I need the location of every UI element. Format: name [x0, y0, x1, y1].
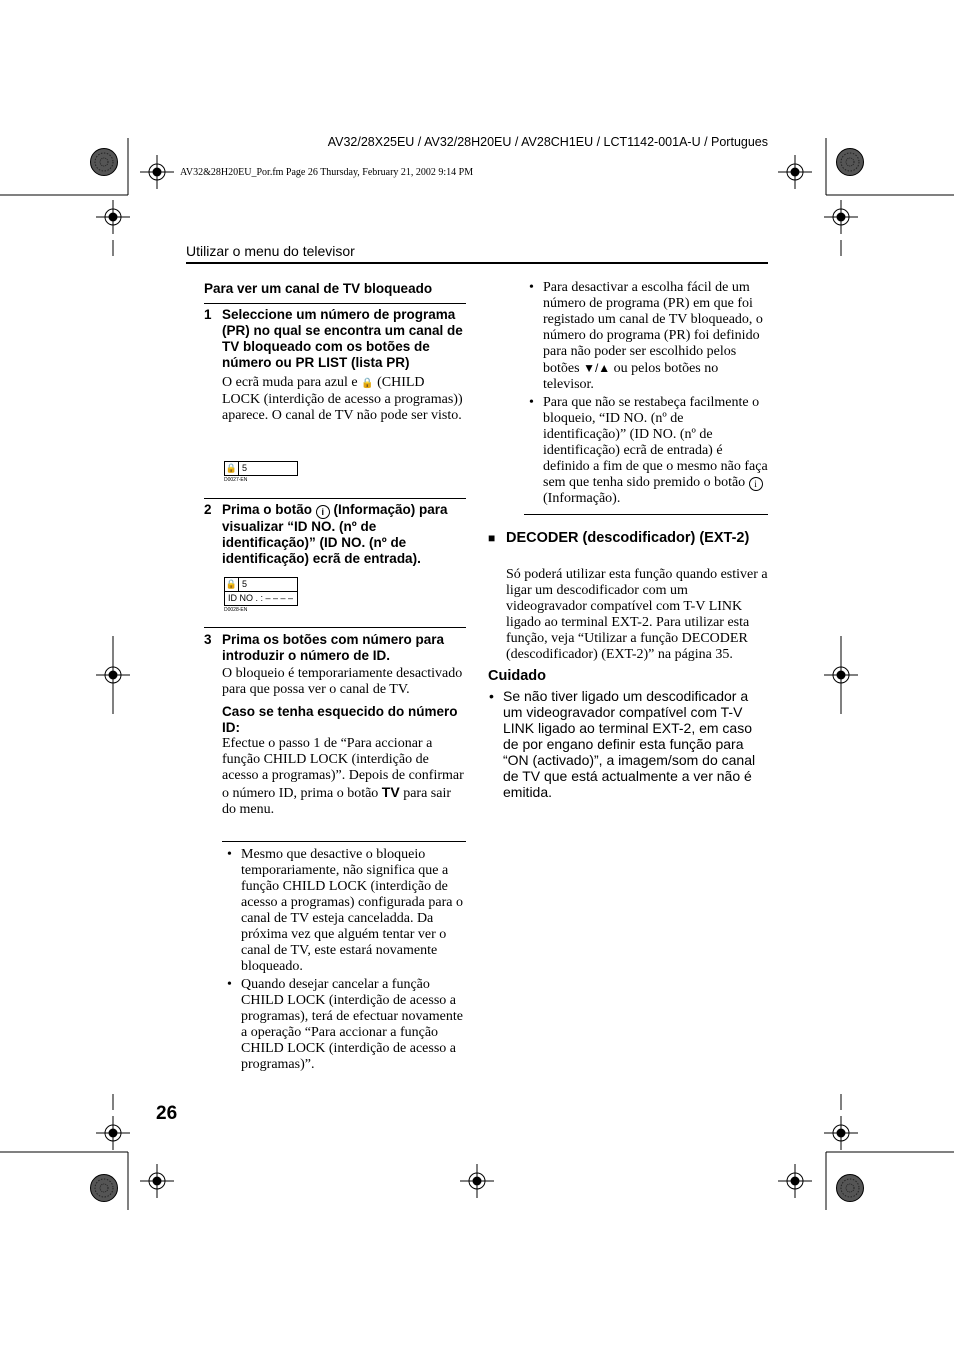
- step-2: [204, 502, 466, 567]
- divider: [222, 841, 466, 842]
- lock-icon: 🔒: [361, 378, 374, 389]
- left-heading: Para ver um canal de TV bloqueado: [204, 281, 433, 296]
- osd-code: D0027-EN: [224, 477, 248, 483]
- header-rule: [186, 262, 768, 264]
- step-number: 2: [204, 502, 212, 517]
- step-1-title: Seleccione um número de programa (PR) no qual se encontra um canal de TV bloqueado com os botões de número ou PR LIST (lista PR): [222, 307, 463, 370]
- left-notes: [224, 847, 466, 1075]
- osd-channel: 5: [242, 579, 248, 589]
- forgot-id-body: Efectue o passo 1 de “Para accionar a função CHILD LOCK (interdição de acesso a programas)”. Depois de confirmar o número ID, prima o botão TV para sair do menu.: [222, 736, 464, 817]
- decoder-body: Só poderá utilizar esta função quando estiver a ligar um descodificador com um videogravador compatível com T-V LINK ligado ao terminal EXT-2. Para utilizar esta função, veja “Utilizar a função DECODER (descodificador) (EXT-2)” na página 35.: [506, 567, 768, 662]
- osd-id-field: ID NO . : – – – –: [225, 591, 297, 605]
- info-icon: i: [316, 505, 330, 519]
- osd-lock-screen: [224, 461, 298, 476]
- caution-item: • Se não tiver ligado um descodificador a um videogravador compatível com T-V LINK ligado ao terminal EXT-2, em caso de por engano definir esta função para “ON (activado)”, a imagem/som do canal de TV que está actualmente a ver não é emitida.: [486, 688, 766, 800]
- decoder-title: DECODER (descodificador) (EXT-2): [506, 530, 750, 546]
- divider: [204, 303, 466, 304]
- tv-button-label: TV: [381, 784, 400, 800]
- page-number: 26: [156, 1103, 178, 1124]
- step-2-title: Prima o botão i (Informação) para visualizar “ID NO. (nº de identificação)” (ID NO. (nº de identificação) ecrã de entrada).: [222, 502, 448, 566]
- caution-list: [486, 688, 766, 802]
- caution-title: Cuidado: [488, 668, 546, 684]
- divider: [204, 498, 466, 499]
- step-1-body: O ecrã muda para azul e 🔒 (CHILD LOCK (interdição de acesso a programas)) aparece. O canal de TV não pode ser visto.: [222, 375, 463, 423]
- divider: [204, 627, 466, 628]
- note-item: • Para desactivar a escolha fácil de um número de programa (PR) em que foi registado um canal de TV bloqueado, o número do programa (PR) foi definido para não poder ser escolhido pelos botões ▼/▲ ou pelos botões no televisor.: [526, 280, 768, 393]
- right-notes: [526, 280, 768, 509]
- osd-code: D0028-EN: [224, 607, 248, 613]
- step-3-body: O bloqueio é temporariamente desactivado para que possa ver o canal de TV.: [222, 666, 463, 697]
- step-number: 1: [204, 307, 212, 322]
- step-number: 3: [204, 632, 212, 647]
- square-bullet-icon: ■: [488, 531, 496, 545]
- note-item: • Mesmo que desactive o bloqueio temporariamente, não significa que a função CHILD LOCK (interdição de acesso a programas) configurada para o canal de TV esteja canceladda. Da próxima vez que alguém tentar ver o canal de TV, este estará novamente bloqueado.: [224, 847, 466, 975]
- osd-channel: 5: [242, 463, 248, 473]
- file-line: AV32&28H20EU_Por.fm Page 26 Thursday, February 21, 2002 9:14 PM: [180, 167, 474, 178]
- step-3-title: Prima os botões com número para introduzir o número de ID.: [222, 632, 445, 663]
- model-line: AV32/28X25EU / AV32/28H20EU / AV28CH1EU / LCT1142-001A-U / Portugues: [327, 135, 768, 149]
- note-item: • Quando desejar cancelar a função CHILD LOCK (interdição de acesso a programas), terá de efectuar novamente a operação “Para accionar a função CHILD LOCK (interdição de acesso a programas)”.: [224, 977, 466, 1073]
- divider: [524, 514, 768, 515]
- lock-icon: 🔒: [225, 579, 238, 589]
- step-1: [204, 307, 466, 424]
- arrow-keys-icon: ▼/▲: [583, 361, 611, 375]
- info-icon: i: [749, 477, 763, 491]
- lock-icon: 🔒: [225, 463, 238, 473]
- note-item: • Para que não se restabeça facilmente o bloqueio, “ID NO. (nº de identificação)” (ID NO. (nº de identificação) ecrã de entrada) é definido a fim de que o mesmo não faça sem que tenha sido premido o botão i (Informação).: [526, 395, 768, 507]
- osd-id-entry: [224, 577, 298, 606]
- step-3: [204, 632, 466, 818]
- decoder-heading: [488, 530, 768, 547]
- forgot-id-title: Caso se tenha esquecido do número ID:: [222, 704, 458, 735]
- section-title: Utilizar o menu do televisor: [186, 243, 355, 259]
